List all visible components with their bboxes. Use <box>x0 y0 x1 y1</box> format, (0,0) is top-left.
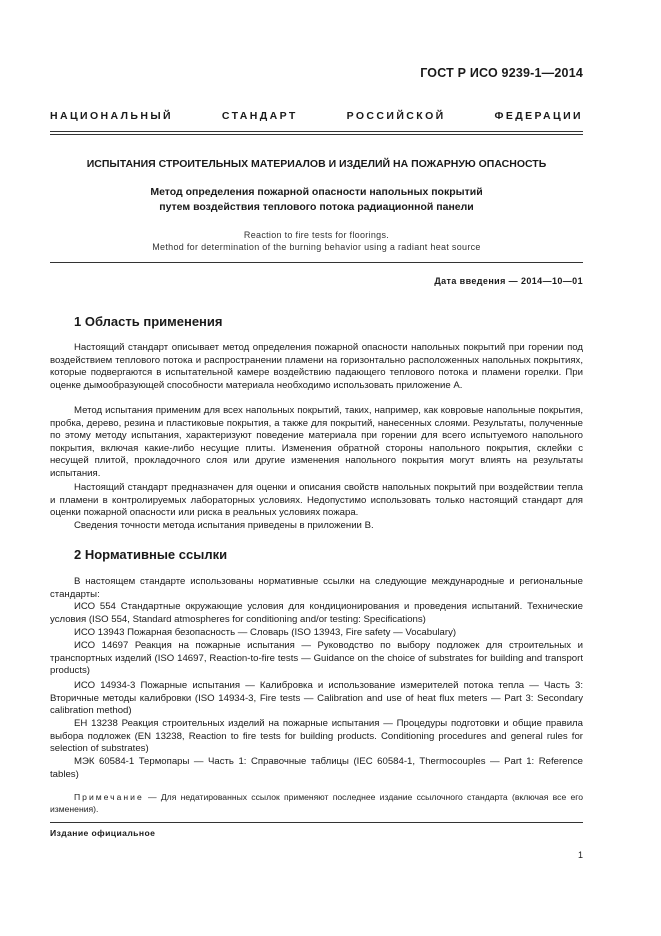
section-1-heading: 1 Область применения <box>74 314 223 329</box>
subtitle-line-2: путем воздействия теплового потока радиационной панели <box>159 201 474 213</box>
reference-iso-14697: ИСО 14697 Реакция на пожарные испытания — Руководство по выбору подложек для строительных и транспортных изделий (ISO 14697, Reaction-to-fire tests — Guidance on the choice of substrates for building and transport products) <box>50 640 583 677</box>
reference-iso-14934-3: ИСО 14934-3 Пожарные испытания — Калибровка и использование измерителей потока тепла — Часть 3: Вторичные методы калибровки (ISO 14934-3, Fire tests — Calibration and use of heat flux meters — Part 3: Secondary calibration method) <box>50 680 583 717</box>
reference-iso-13943: ИСО 13943 Пожарная безопасность — Словарь (ISO 13943, Fire safety — Vocabulary) <box>74 627 457 638</box>
page-number: 1 <box>577 850 583 860</box>
section-1-paragraph-2: Метод испытания применим для всех напольных покрытий, таких, например, как ковровые напольные покрытия, пробка, дерево, резина и пластиковые покрытия, а также для покрытий, нанесенных слоями. Результаты, полученные по этому методу испытания, характеризуют поведение материала при горении для всего испытуемого напольного покрытия, включая какие-либо несущие плиты. Изменения обратной стороны напольного покрытия, склейки с несущей плитой, прокладочного слоя или другие изменения напольного покрытия могут влиять на результаты испытания. <box>50 405 583 479</box>
section-2-heading: 2 Нормативные ссылки <box>74 547 228 562</box>
date-of-introduction: Дата введения — 2014—10—01 <box>434 276 583 286</box>
section-1-paragraph-4: Сведения точности метода испытания приведены в приложении В. <box>74 520 374 531</box>
english-title-line-2: Method for determination of the burning behavior using a radiant heat source <box>152 242 481 252</box>
main-title: ИСПЫТАНИЯ СТРОИТЕЛЬНЫХ МАТЕРИАЛОВ И ИЗДЕЛИЙ НА ПОЖАРНУЮ ОПАСНОСТЬ <box>86 158 547 170</box>
note-text: — Для недатированных ссылок применяют последнее издание ссылочного стандарта (включая все его изменения). <box>50 792 583 814</box>
title-divider <box>50 262 583 263</box>
header-divider-bottom <box>50 134 583 135</box>
reference-iec-60584-1: МЭК 60584-1 Термопары — Часть 1: Справочные таблицы (IEC 60584-1, Thermocouples — Part 1: Reference tables) <box>50 756 583 780</box>
subtitle-line-1: Метод определения пожарной опасности напольных покрытий <box>150 186 483 198</box>
official-edition-label: Издание официальное <box>50 828 156 838</box>
document-id: ГОСТ Р ИСО 9239-1—2014 <box>420 66 583 80</box>
reference-en-13238: ЕН 13238 Реакция строительных изделий на пожарные испытания — Процедуры подготовки и общие правила выбора подложек (EN 13238, Reaction to fire tests for building products. Conditioning procedures and general rules for selection of substrates) <box>50 718 583 755</box>
english-title-line-1: Reaction to fire tests for floorings. <box>243 230 390 240</box>
footer-divider <box>50 822 583 823</box>
section-2-intro: В настоящем стандарте использованы нормативные ссылки на следующие международные и региональные стандарты: <box>50 576 583 600</box>
reference-iso-554: ИСО 554 Стандартные окружающие условия для кондиционирования и проведения испытаний. Технические условия (ISO 554, Standard atmospheres for conditioning and/or testing: Specifications) <box>50 601 583 625</box>
note-label: Примечание <box>74 792 144 802</box>
national-standard-banner: НАЦИОНАЛЬНЫЙ СТАНДАРТ РОССИЙСКОЙ ФЕДЕРАЦИИ <box>50 110 583 122</box>
section-1-paragraph-1: Настоящий стандарт описывает метод определения пожарной опасности напольных покрытий при горении под воздействием теплового потока и распространении пламени на горизонтально расположенных напольных покрытиях, которые подвергаются в испытательной камере воздействию падающего теплового потока и пламени горелки. При оценке дымообразующей способности материала необходимо использовать приложение А. <box>50 342 583 391</box>
references-note <box>50 791 583 815</box>
header-divider-top <box>50 131 583 132</box>
section-1-paragraph-3: Настоящий стандарт предназначен для оценки и описания свойств напольных покрытий при воздействии тепла и пламени в контролируемых лабораторных условиях. Недопустимо использовать только настоящий стандарт для оценки пожарной опасности или риска в реальных условиях пожара. <box>50 482 583 519</box>
